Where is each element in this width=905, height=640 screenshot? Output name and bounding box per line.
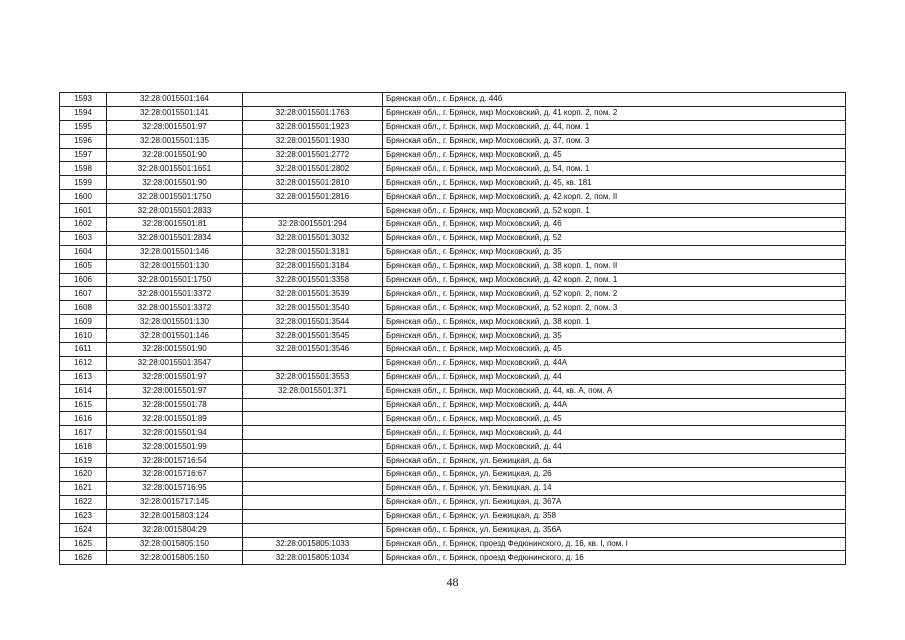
address-cell: Брянская обл., г. Брянск, мкр Московский, д. 44	[383, 370, 846, 384]
row-number-cell: 1595	[60, 120, 107, 134]
row-number-cell: 1611	[60, 343, 107, 357]
row-number-cell: 1617	[60, 426, 107, 440]
cadastral-number-cell: 32:28:0015501:130	[107, 259, 243, 273]
linked-cadastral-number-cell	[243, 412, 383, 426]
row-number-cell: 1626	[60, 551, 107, 565]
row-number-cell: 1597	[60, 148, 107, 162]
cadastral-number-cell: 32:28:0015804:29	[107, 523, 243, 537]
address-cell: Брянская обл., г. Брянск, мкр Московский, д. 44А	[383, 356, 846, 370]
row-number-cell: 1616	[60, 412, 107, 426]
linked-cadastral-number-cell	[243, 440, 383, 454]
table-row	[60, 162, 846, 176]
linked-cadastral-number-cell	[243, 356, 383, 370]
linked-cadastral-number-cell: 32:28:0015501:1923	[243, 120, 383, 134]
address-cell: Брянская обл., г. Брянск, мкр Московский, д. 52 корп. 2, пом. 2	[383, 287, 846, 301]
row-number-cell: 1601	[60, 204, 107, 218]
table-row	[60, 468, 846, 482]
linked-cadastral-number-cell: 32:28:0015501:2816	[243, 190, 383, 204]
row-number-cell: 1623	[60, 509, 107, 523]
cadastral-number-cell: 32:28:0015501:146	[107, 245, 243, 259]
row-number-cell: 1610	[60, 329, 107, 343]
address-cell: Брянская обл., г. Брянск, ул. Бежицкая, д. 14	[383, 481, 846, 495]
table-row	[60, 245, 846, 259]
row-number-cell: 1608	[60, 301, 107, 315]
page-number: 48	[446, 575, 459, 589]
linked-cadastral-number-cell: 32:28:0015805:1033	[243, 537, 383, 551]
cadastral-number-cell: 32:28:0015805:150	[107, 537, 243, 551]
cadastral-number-cell: 32:28:0015501:164	[107, 93, 243, 107]
table-row	[60, 343, 846, 357]
cadastral-number-cell: 32:28:0015501:94	[107, 426, 243, 440]
table-row	[60, 231, 846, 245]
linked-cadastral-number-cell	[243, 523, 383, 537]
row-number-cell: 1604	[60, 245, 107, 259]
table-row	[60, 440, 846, 454]
table-row	[60, 301, 846, 315]
row-number-cell: 1596	[60, 134, 107, 148]
cadastral-number-cell: 32:28:0015501:97	[107, 384, 243, 398]
linked-cadastral-number-cell	[243, 481, 383, 495]
address-cell: Брянская обл., г. Брянск, мкр Московский, д. 44А	[383, 398, 846, 412]
table-row	[60, 287, 846, 301]
linked-cadastral-number-cell: 32:28:0015501:3184	[243, 259, 383, 273]
address-cell: Брянская обл., г. Брянск, мкр Московский, д. 52 корп. 1	[383, 204, 846, 218]
cadastral-number-cell: 32:28:0015501:90	[107, 148, 243, 162]
cadastral-number-cell: 32:28:0015501:2833	[107, 204, 243, 218]
table-row	[60, 551, 846, 565]
table-row	[60, 190, 846, 204]
table-row	[60, 134, 846, 148]
cadastral-number-cell: 32:28:0015803:124	[107, 509, 243, 523]
cadastral-number-cell: 32:28:0015501:130	[107, 315, 243, 329]
row-number-cell: 1599	[60, 176, 107, 190]
cadastral-number-cell: 32:28:0015501:141	[107, 106, 243, 120]
property-register-table	[59, 92, 846, 565]
cadastral-number-cell: 32:28:0015501:90	[107, 176, 243, 190]
address-cell: Брянская обл., г. Брянск, мкр Московский, д. 45	[383, 343, 846, 357]
table-row	[60, 481, 846, 495]
table-row	[60, 218, 846, 232]
row-number-cell: 1624	[60, 523, 107, 537]
cadastral-number-cell: 32:28:0015501:3547	[107, 356, 243, 370]
cadastral-number-cell: 32:28:0015501:2834	[107, 231, 243, 245]
address-cell: Брянская обл., г. Брянск, мкр Московский, д. 38 корп. 1, пом. II	[383, 259, 846, 273]
linked-cadastral-number-cell: 32:28:0015501:1930	[243, 134, 383, 148]
table-row	[60, 398, 846, 412]
cadastral-number-cell: 32:28:0015501:89	[107, 412, 243, 426]
row-number-cell: 1598	[60, 162, 107, 176]
linked-cadastral-number-cell: 32:28:0015805:1034	[243, 551, 383, 565]
table-row	[60, 315, 846, 329]
address-cell: Брянская обл., г. Брянск, мкр Московский, д. 42 корп. 2, пом. II	[383, 190, 846, 204]
cadastral-number-cell: 32:28:0015716:54	[107, 454, 243, 468]
table-row	[60, 412, 846, 426]
linked-cadastral-number-cell	[243, 398, 383, 412]
address-cell: Брянская обл., г. Брянск, мкр Московский, д. 52	[383, 231, 846, 245]
linked-cadastral-number-cell: 32:28:0015501:3544	[243, 315, 383, 329]
row-number-cell: 1605	[60, 259, 107, 273]
row-number-cell: 1607	[60, 287, 107, 301]
linked-cadastral-number-cell	[243, 495, 383, 509]
address-cell: Брянская обл., г. Брянск, ул. Бежицкая, д. 26	[383, 468, 846, 482]
cadastral-number-cell: 32:28:0015501:97	[107, 120, 243, 134]
linked-cadastral-number-cell: 32:28:0015501:2772	[243, 148, 383, 162]
linked-cadastral-number-cell: 32:28:0015501:371	[243, 384, 383, 398]
linked-cadastral-number-cell: 32:28:0015501:3181	[243, 245, 383, 259]
address-cell: Брянская обл., г. Брянск, мкр Московский, д. 45	[383, 412, 846, 426]
cadastral-number-cell: 32:28:0015501:1651	[107, 162, 243, 176]
table-row	[60, 93, 846, 107]
cadastral-number-cell: 32:28:0015501:3372	[107, 301, 243, 315]
address-cell: Брянская обл., г. Брянск, мкр Московский, д. 42 корп. 2, пом. 1	[383, 273, 846, 287]
address-cell: Брянская обл., г. Брянск, мкр Московский, д. 44	[383, 426, 846, 440]
cadastral-number-cell: 32:28:0015805:150	[107, 551, 243, 565]
linked-cadastral-number-cell: 32:28:0015501:3540	[243, 301, 383, 315]
linked-cadastral-number-cell: 32:28:0015501:1763	[243, 106, 383, 120]
row-number-cell: 1615	[60, 398, 107, 412]
row-number-cell: 1625	[60, 537, 107, 551]
address-cell: Брянская обл., г. Брянск, мкр Московский, д. 44	[383, 440, 846, 454]
row-number-cell: 1614	[60, 384, 107, 398]
linked-cadastral-number-cell: 32:28:0015501:3539	[243, 287, 383, 301]
linked-cadastral-number-cell: 32:28:0015501:2802	[243, 162, 383, 176]
linked-cadastral-number-cell	[243, 93, 383, 107]
cadastral-number-cell: 32:28:0015501:1750	[107, 273, 243, 287]
row-number-cell: 1621	[60, 481, 107, 495]
address-cell: Брянская обл., г. Брянск, мкр Московский, д. 54, пом. 1	[383, 162, 846, 176]
table-body	[60, 93, 846, 565]
cadastral-number-cell: 32:28:0015501:3372	[107, 287, 243, 301]
table-row	[60, 106, 846, 120]
table-row	[60, 273, 846, 287]
row-number-cell: 1622	[60, 495, 107, 509]
table-row	[60, 329, 846, 343]
linked-cadastral-number-cell: 32:28:0015501:3553	[243, 370, 383, 384]
address-cell: Брянская обл., г. Брянск, проезд Федюнинского, д. 16	[383, 551, 846, 565]
address-cell: Брянская обл., г. Брянск, мкр Московский, д. 35	[383, 329, 846, 343]
linked-cadastral-number-cell: 32:28:0015501:2810	[243, 176, 383, 190]
address-cell: Брянская обл., г. Брянск, мкр Московский, д. 45, кв. 181	[383, 176, 846, 190]
linked-cadastral-number-cell: 32:28:0015501:294	[243, 218, 383, 232]
cadastral-number-cell: 32:28:0015501:135	[107, 134, 243, 148]
table-row	[60, 384, 846, 398]
table-row	[60, 259, 846, 273]
table-row	[60, 176, 846, 190]
row-number-cell: 1609	[60, 315, 107, 329]
row-number-cell: 1620	[60, 468, 107, 482]
address-cell: Брянская обл., г. Брянск, мкр Московский, д. 37, пом. 3	[383, 134, 846, 148]
row-number-cell: 1613	[60, 370, 107, 384]
table-row	[60, 370, 846, 384]
table-row	[60, 148, 846, 162]
address-cell: Брянская обл., г. Брянск, мкр Московский, д. 46	[383, 218, 846, 232]
table-row	[60, 356, 846, 370]
cadastral-number-cell: 32:28:0015501:146	[107, 329, 243, 343]
address-cell: Брянская обл., г. Брянск, мкр Московский, д. 41 корп. 2, пом. 2	[383, 106, 846, 120]
linked-cadastral-number-cell	[243, 426, 383, 440]
address-cell: Брянская обл., г. Брянск, ул. Бежицкая, д. 356А	[383, 523, 846, 537]
cadastral-number-cell: 32:28:0015501:78	[107, 398, 243, 412]
linked-cadastral-number-cell	[243, 468, 383, 482]
row-number-cell: 1619	[60, 454, 107, 468]
cadastral-number-cell: 32:28:0015717:145	[107, 495, 243, 509]
address-cell: Брянская обл., г. Брянск, мкр Московский, д. 44, пом. 1	[383, 120, 846, 134]
address-cell: Брянская обл., г. Брянск, д. 44б	[383, 93, 846, 107]
linked-cadastral-number-cell: 32:28:0015501:3546	[243, 343, 383, 357]
cadastral-number-cell: 32:28:0015501:90	[107, 343, 243, 357]
address-cell: Брянская обл., г. Брянск, ул. Бежицкая, д. 367А	[383, 495, 846, 509]
row-number-cell: 1618	[60, 440, 107, 454]
table-row	[60, 204, 846, 218]
linked-cadastral-number-cell	[243, 204, 383, 218]
cadastral-number-cell: 32:28:0015501:97	[107, 370, 243, 384]
linked-cadastral-number-cell: 32:28:0015501:3545	[243, 329, 383, 343]
address-cell: Брянская обл., г. Брянск, мкр Московский, д. 52 корп. 2, пом. 3	[383, 301, 846, 315]
address-cell: Брянская обл., г. Брянск, ул. Бежицкая, д. 6а	[383, 454, 846, 468]
linked-cadastral-number-cell: 32:28:0015501:3358	[243, 273, 383, 287]
row-number-cell: 1602	[60, 218, 107, 232]
row-number-cell: 1594	[60, 106, 107, 120]
cadastral-number-cell: 32:28:0015501:1750	[107, 190, 243, 204]
address-cell: Брянская обл., г. Брянск, ул. Бежицкая, д. 358	[383, 509, 846, 523]
address-cell: Брянская обл., г. Брянск, мкр Московский, д. 35	[383, 245, 846, 259]
address-cell: Брянская обл., г. Брянск, мкр Московский, д. 38 корп. 1	[383, 315, 846, 329]
cadastral-number-cell: 32:28:0015501:99	[107, 440, 243, 454]
table-row	[60, 495, 846, 509]
linked-cadastral-number-cell	[243, 509, 383, 523]
row-number-cell: 1600	[60, 190, 107, 204]
row-number-cell: 1603	[60, 231, 107, 245]
table-row	[60, 523, 846, 537]
table-row	[60, 509, 846, 523]
cadastral-number-cell: 32:28:0015716:67	[107, 468, 243, 482]
table-row	[60, 120, 846, 134]
row-number-cell: 1606	[60, 273, 107, 287]
row-number-cell: 1593	[60, 93, 107, 107]
cadastral-number-cell: 32:28:0015501:81	[107, 218, 243, 232]
address-cell: Брянская обл., г. Брянск, проезд Федюнинского, д. 16, кв. I, пом. I	[383, 537, 846, 551]
table-row	[60, 426, 846, 440]
table-row	[60, 537, 846, 551]
address-cell: Брянская обл., г. Брянск, мкр Московский, д. 45	[383, 148, 846, 162]
linked-cadastral-number-cell: 32:28:0015501:3032	[243, 231, 383, 245]
row-number-cell: 1612	[60, 356, 107, 370]
linked-cadastral-number-cell	[243, 454, 383, 468]
table-row	[60, 454, 846, 468]
address-cell: Брянская обл., г. Брянск, мкр Московский, д. 44, кв. А, пом. А	[383, 384, 846, 398]
cadastral-number-cell: 32:28:0015716:95	[107, 481, 243, 495]
